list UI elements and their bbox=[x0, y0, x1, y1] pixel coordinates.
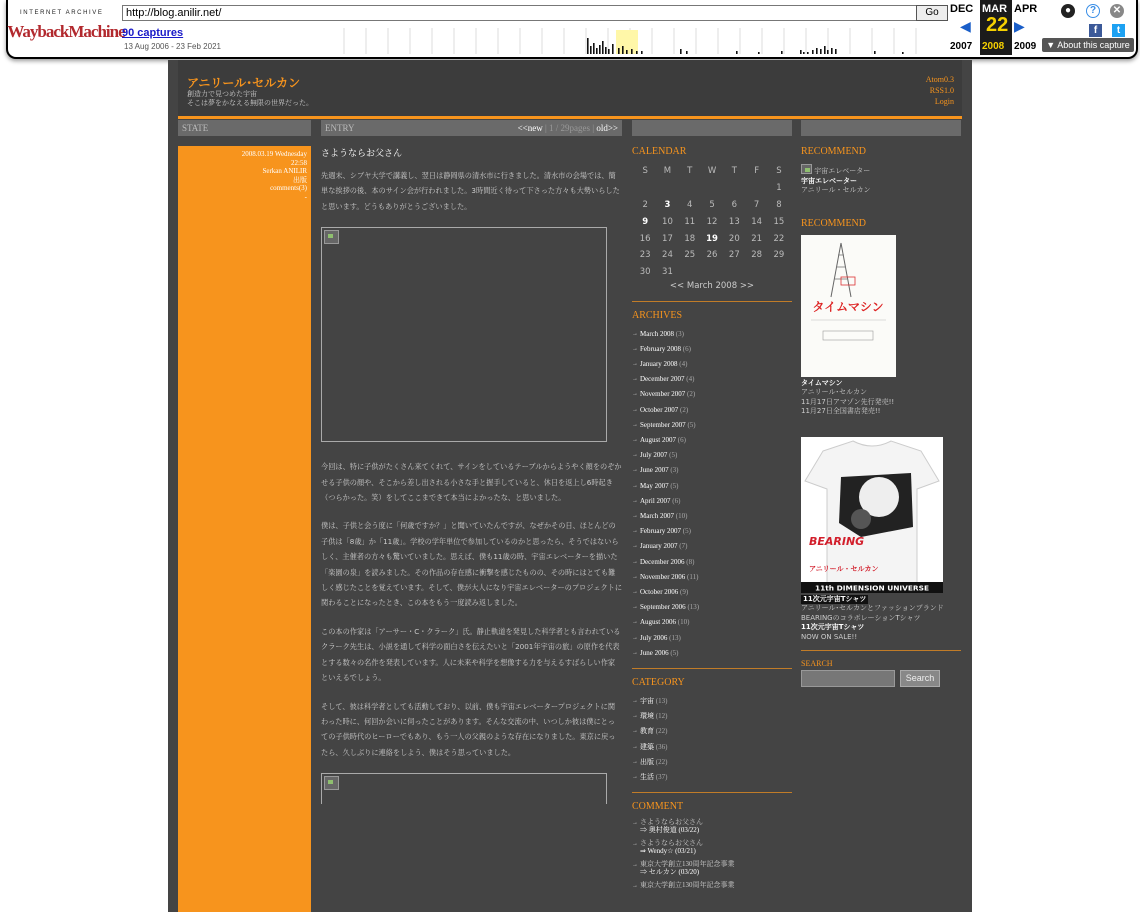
search-heading: SEARCH bbox=[801, 659, 833, 668]
calendar-day bbox=[701, 264, 723, 281]
calendar-day: 26 bbox=[706, 250, 718, 261]
next-year[interactable]: 2009 bbox=[1014, 41, 1037, 52]
calendar-day: 27 bbox=[728, 250, 740, 261]
calendar-day: 28 bbox=[751, 250, 763, 261]
recommend-title[interactable]: 11次元宇宙Tシャツ bbox=[801, 623, 865, 631]
blog-header bbox=[178, 60, 962, 116]
broken-image-icon bbox=[324, 230, 339, 244]
recommend-item bbox=[801, 379, 961, 417]
sparkline-bar bbox=[736, 51, 738, 54]
divider bbox=[632, 792, 792, 793]
calendar-heading: CALENDAR bbox=[632, 146, 687, 157]
sparkline-bar bbox=[605, 47, 607, 54]
recommend-note: 11月27日全国書店発売!! bbox=[801, 407, 881, 415]
shirt-banner-2: 11次元宇宙Tシャツ bbox=[803, 594, 867, 603]
category-item-count: (12) bbox=[655, 712, 668, 721]
archives-item[interactable] bbox=[632, 403, 792, 418]
category-item-count: (37) bbox=[655, 773, 668, 782]
archives-item-count: (4) bbox=[679, 359, 688, 368]
archives-item-count: (5) bbox=[682, 527, 691, 536]
sparkline-bar bbox=[812, 50, 814, 54]
entry-category[interactable]: 出版 bbox=[293, 175, 307, 184]
archives-item-count: (3) bbox=[675, 329, 684, 338]
sparkline-bar bbox=[626, 50, 628, 54]
entry-image bbox=[321, 773, 607, 804]
internet-archive-label: INTERNET ARCHIVE bbox=[20, 10, 104, 16]
comment-author: ⇒ 奥村俊道 (03/22) bbox=[640, 826, 700, 835]
calendar-day bbox=[679, 264, 701, 281]
category-item[interactable] bbox=[632, 755, 792, 770]
pager-new-link[interactable]: <<new bbox=[517, 123, 543, 133]
shirt-name-text: アニリール・セルカン bbox=[809, 564, 879, 573]
archives-item-label: February 2008 bbox=[640, 344, 682, 353]
archives-item[interactable] bbox=[632, 524, 792, 539]
blog-title[interactable]: アニリール･セルカン bbox=[187, 76, 301, 90]
comment-entry-title: → 東京大学創立130周年記念事業 bbox=[640, 860, 735, 869]
facebook-icon[interactable]: f bbox=[1089, 24, 1102, 37]
calendar-day: 17 bbox=[662, 233, 673, 244]
calendar-day: 21 bbox=[751, 233, 763, 244]
prev-year[interactable]: 2007 bbox=[950, 41, 973, 52]
search-button[interactable]: Search bbox=[900, 670, 940, 687]
archives-item-label: July 2006 bbox=[640, 633, 668, 642]
archives-item-count: (2) bbox=[680, 405, 689, 414]
recommend-author: アニリール･セルカン bbox=[801, 388, 868, 396]
archives-item[interactable] bbox=[632, 463, 792, 478]
archives-item-label: November 2006 bbox=[640, 572, 686, 581]
archives-item-label: February 2007 bbox=[640, 527, 682, 536]
archives-item-label: December 2007 bbox=[640, 375, 685, 384]
calendar-day bbox=[745, 180, 767, 197]
sparkline-bar bbox=[758, 52, 760, 54]
archives-item-count: (9) bbox=[680, 588, 689, 597]
comment-item[interactable] bbox=[632, 860, 792, 876]
sparkline-bar bbox=[824, 46, 826, 54]
url-input[interactable]: http://blog.anilir.net/ bbox=[122, 5, 919, 21]
capture-date-range: 13 Aug 2006 - 23 Feb 2021 bbox=[124, 42, 221, 51]
entry-title[interactable]: さようならお父さん bbox=[321, 149, 403, 159]
archives-item-label: November 2007 bbox=[640, 390, 686, 399]
calendar-day: 22 bbox=[773, 233, 785, 244]
comment-entry-title: → さようならお父さん bbox=[640, 839, 703, 848]
archives-item-count: (5) bbox=[670, 648, 679, 657]
side-bar-1 bbox=[632, 120, 792, 136]
category-item[interactable] bbox=[632, 724, 792, 739]
blog-subtitle bbox=[187, 90, 313, 108]
entry-paragraph: 僕は、子供と会う度に「何歳ですか？」と聞いていたんですが、なぜかその日、ほとんどの子供は「8歳」か「11歳」。学校の学年単位で参加しているのかと思ったら、そうではないらしく、主催者の方々も驚いていました。思えば、僕も11歳の時、宇宙エレベーターを描いた「楽園の泉」を読みました。その作品の存在感に衝撃を感じたものの、その時にはとても難しく感じたことを覚えています。そして、僕が大人になり宇宙エレベーターのプロジェクトに関わることになったとき、この本をもう一度読み返しました。 bbox=[321, 521, 623, 608]
comment-list bbox=[632, 818, 792, 889]
calendar-day: 4 bbox=[687, 199, 693, 210]
entry-time[interactable]: 22:58 bbox=[291, 158, 307, 167]
archives-item[interactable] bbox=[632, 327, 792, 342]
entry-paragraph: 今回は、特に子供がたくさん来てくれて、サインをしているテーブルからようやく顔をのぞかせる子供の顔や、そこから差し出される小さな手と握手していると、休日を返上し6時起き（つらかった。笑）をしてここまできて本当によかったな、と思いました。 bbox=[321, 462, 622, 503]
comment-entry-title: → さようならお父さん bbox=[640, 818, 703, 827]
archives-item-count: (10) bbox=[677, 618, 690, 627]
archives-item[interactable] bbox=[632, 433, 792, 448]
calendar-day: 6 bbox=[731, 199, 738, 210]
archives-item-count: (5) bbox=[670, 481, 679, 490]
calendar-day: 31 bbox=[662, 267, 673, 278]
divider bbox=[801, 650, 961, 651]
archives-item-label: October 2006 bbox=[640, 588, 679, 597]
recommend-desc: BEARINGのコラボレーションTシャツ bbox=[801, 613, 921, 622]
entry-image bbox=[321, 227, 607, 442]
calendar-day bbox=[656, 180, 678, 197]
calendar-day: 30 bbox=[639, 267, 651, 278]
next-capture-arrow-icon[interactable]: ▶ bbox=[1014, 18, 1025, 34]
archives-item[interactable] bbox=[632, 615, 792, 630]
archives-item[interactable] bbox=[632, 357, 792, 372]
archives-item-label: March 2007 bbox=[640, 512, 675, 521]
recommend-item bbox=[801, 595, 961, 643]
search-form bbox=[801, 670, 961, 687]
archives-item-label: September 2006 bbox=[640, 603, 686, 612]
archives-item-label: June 2007 bbox=[640, 466, 669, 475]
archives-item-label: August 2007 bbox=[640, 436, 676, 444]
sparkline-bar bbox=[636, 51, 638, 54]
comment-entry-title: → 東京大学創立130周年記念事業 bbox=[640, 880, 735, 889]
calendar-day: 24 bbox=[662, 250, 673, 261]
sparkline-bar bbox=[835, 49, 837, 54]
capture-sparkline[interactable] bbox=[344, 24, 916, 54]
archives-item[interactable] bbox=[632, 585, 792, 600]
sparkline-bar bbox=[618, 48, 620, 54]
sparkline-bar bbox=[902, 52, 904, 54]
sparkline-bar bbox=[816, 48, 818, 54]
side-bar-2 bbox=[801, 120, 961, 136]
about-capture-label: About this capture bbox=[1057, 40, 1130, 50]
next-month[interactable]: APR bbox=[1014, 3, 1038, 15]
calendar-day: 7 bbox=[753, 199, 760, 210]
archives-item[interactable] bbox=[632, 418, 792, 433]
calendar-day: 12 bbox=[706, 216, 718, 227]
archives-item-count: (13) bbox=[687, 603, 700, 612]
entry-date: 2008.03.19 Wednesday bbox=[241, 150, 307, 158]
archives-item[interactable] bbox=[632, 509, 792, 524]
archives-item[interactable] bbox=[632, 494, 792, 509]
sparkline-bar bbox=[827, 50, 829, 54]
calendar-day: 16 bbox=[639, 233, 651, 244]
entry-paragraph: この本の作家は「アーサー・C・クラーク」氏。静止軌道を発見した科学者とも言われているクラーク先生は、小説を通して科学の面白さを伝えたいと「2001年宇宙の旅」の原作を代表とする数々の名作を発表しています。人に未来や科学を想像する力を与えるすばらしい作家といえるでしょう。 bbox=[321, 626, 621, 683]
comment-author: ⇒ Wendy☆ (03/21) bbox=[640, 847, 696, 856]
archives-item[interactable] bbox=[632, 631, 792, 646]
subtitle-line-1: 創造力で見つめた宇宙 bbox=[187, 90, 257, 98]
state-column bbox=[178, 146, 311, 912]
archives-item-count: (5) bbox=[669, 451, 678, 460]
calendar-day: 18 bbox=[684, 233, 696, 244]
sparkline-bar bbox=[680, 49, 682, 54]
archives-item-count: (8) bbox=[686, 557, 695, 566]
calendar-weekday: M bbox=[663, 166, 672, 177]
sparkline-bar bbox=[831, 48, 833, 54]
divider bbox=[632, 301, 792, 302]
calendar-weekday: S bbox=[642, 166, 648, 177]
help-icon[interactable]: ? bbox=[1086, 4, 1100, 18]
book-cover-image[interactable] bbox=[801, 235, 896, 377]
go-button[interactable]: Go bbox=[916, 5, 948, 21]
book-cover-art bbox=[801, 235, 896, 377]
sparkline-bar bbox=[590, 46, 592, 54]
calendar-day: 25 bbox=[684, 250, 696, 261]
prev-month[interactable]: DEC bbox=[950, 3, 974, 15]
entry-trackback: - bbox=[304, 192, 307, 201]
entry-comments-link[interactable]: comments(3) bbox=[270, 184, 307, 192]
twitter-icon[interactable]: t bbox=[1112, 24, 1125, 37]
archives-item-label: March 2008 bbox=[640, 329, 675, 338]
archives-item-count: (4) bbox=[686, 375, 695, 384]
recommend-image-alt[interactable] bbox=[801, 163, 961, 177]
tshirt-art bbox=[801, 437, 943, 593]
recommend-item bbox=[801, 163, 961, 196]
category-item[interactable] bbox=[632, 770, 792, 785]
calendar-day bbox=[768, 264, 790, 281]
calendar-day: 1 bbox=[776, 183, 782, 194]
shirt-brand-text: BEARING bbox=[809, 534, 865, 548]
recommend-title[interactable]: タイムマシン bbox=[801, 378, 843, 387]
category-item-label: 建築 bbox=[640, 742, 654, 751]
comment-item[interactable] bbox=[632, 881, 792, 889]
archives-item-label: April 2007 bbox=[640, 496, 671, 505]
calendar-day: 14 bbox=[751, 216, 763, 227]
category-list bbox=[632, 694, 792, 785]
sparkline-bar bbox=[593, 43, 595, 54]
category-heading: CATEGORY bbox=[632, 677, 685, 689]
archives-item[interactable] bbox=[632, 539, 792, 554]
archives-item-label: September 2007 bbox=[640, 420, 686, 429]
archives-item[interactable] bbox=[632, 600, 792, 615]
category-item[interactable] bbox=[632, 740, 792, 755]
calendar-day: 2 bbox=[642, 199, 648, 210]
sparkline-bar bbox=[596, 48, 598, 54]
recommend-status: NOW ON SALE!! bbox=[801, 632, 858, 641]
entry-meta bbox=[242, 150, 307, 201]
archives-item-count: (6) bbox=[677, 436, 686, 444]
rss-link[interactable]: RSS1.0 bbox=[929, 86, 954, 95]
entry-paragraph: そして、彼は科学者としても活動しており、以前、僕も宇宙エレベータープロジェクトに関わった時に、何回か会いに伺ったことがあります。そんな交流の中、いつしか彼は僕にとっての子供時代のヒーローでもあり、もう一人の父親のような存在になりました。東京に戻ったら、久しぶりに連絡をしよう、僕はそう思っていました。 bbox=[321, 701, 616, 757]
archives-item-count: (7) bbox=[679, 542, 688, 551]
archives-item-label: July 2007 bbox=[640, 451, 668, 460]
atom-link[interactable]: Atom0.3 bbox=[925, 75, 954, 84]
category-item[interactable] bbox=[632, 694, 792, 709]
archives-item-label: December 2006 bbox=[640, 557, 685, 566]
close-icon[interactable]: ✕ bbox=[1110, 4, 1124, 18]
sparkline-bar bbox=[803, 52, 805, 54]
archives-item-label: June 2006 bbox=[640, 648, 669, 657]
sparkline-bar bbox=[612, 44, 614, 54]
entry-bar bbox=[321, 120, 622, 136]
user-icon[interactable]: ● bbox=[1061, 4, 1075, 18]
comment-item[interactable] bbox=[632, 839, 792, 855]
comment-heading: COMMENT bbox=[632, 801, 684, 813]
sidebar-right bbox=[801, 146, 961, 687]
sparkline-bar bbox=[602, 41, 604, 54]
shirt-banner-text: 11th DIMENSION UNIVERSE bbox=[814, 583, 930, 592]
archives-item-count: (5) bbox=[687, 420, 696, 429]
login-link[interactable]: Login bbox=[934, 97, 954, 106]
calendar-day[interactable]: 3 bbox=[664, 199, 671, 210]
calendar-day bbox=[723, 180, 745, 197]
comment-author: ⇒ セルカン (03/20) bbox=[640, 868, 700, 877]
archives-item-label: May 2007 bbox=[640, 481, 669, 490]
archives-list bbox=[632, 327, 792, 661]
calendar-day: 23 bbox=[639, 250, 651, 261]
entry-paragraph: 先週末、シブヤ大学で講義し、翌日は静岡県の清水市に行きました。清水市の会場では、簡単な挨拶の後、本のサイン会が行われました。3時間近く待って下さった方々も大勢いらしたと思います。どうもありがとうございました。 bbox=[321, 171, 620, 211]
pager-info: | 1 / 29pages | bbox=[544, 123, 595, 133]
broken-image-icon bbox=[324, 776, 339, 790]
calendar-day: 10 bbox=[662, 216, 673, 227]
calendar-day: 15 bbox=[773, 216, 785, 227]
category-item[interactable] bbox=[632, 709, 792, 724]
category-item-label: 出版 bbox=[640, 757, 654, 766]
category-item-count: (22) bbox=[655, 727, 668, 736]
calendar-weekday: W bbox=[707, 166, 717, 177]
archives-item[interactable] bbox=[632, 448, 792, 463]
archives-item[interactable] bbox=[632, 372, 792, 387]
calendar-day: 11 bbox=[684, 216, 696, 227]
calendar-weekday: T bbox=[731, 166, 737, 177]
prev-capture-arrow-icon[interactable]: ◀ bbox=[960, 18, 971, 34]
pager bbox=[518, 120, 618, 136]
sparkline-bar bbox=[587, 38, 589, 54]
archives-item-label: January 2008 bbox=[640, 359, 678, 368]
wayback-toolbar bbox=[6, 0, 1138, 59]
wayback-logo[interactable] bbox=[7, 18, 125, 44]
category-item-count: (13) bbox=[655, 697, 668, 706]
archives-item[interactable] bbox=[632, 555, 792, 570]
archives-item-count: (3) bbox=[670, 466, 679, 475]
archives-item-count: (10) bbox=[675, 512, 688, 521]
category-item-count: (22) bbox=[655, 757, 668, 766]
calendar-day: 20 bbox=[728, 233, 740, 244]
book-cover-title: タイムマシン bbox=[812, 299, 884, 314]
calendar-day[interactable]: 9 bbox=[642, 216, 649, 227]
archives-item-label: August 2006 bbox=[640, 618, 676, 627]
calendar-weekday: S bbox=[776, 166, 782, 177]
sparkline-bar bbox=[820, 49, 822, 54]
sparkline-bar bbox=[807, 52, 809, 54]
about-capture-button[interactable]: ▼ About this capture bbox=[1042, 38, 1134, 52]
calendar bbox=[634, 163, 790, 281]
tshirt-image[interactable] bbox=[801, 437, 943, 593]
archives-item-label: October 2007 bbox=[640, 405, 679, 414]
sidebar-left bbox=[632, 146, 792, 896]
recommend-heading: RECOMMEND bbox=[801, 146, 867, 157]
recommend-image-alt-text: 宇宙エレベーター bbox=[814, 167, 871, 175]
current-day: 22 bbox=[986, 14, 1009, 36]
entry-bar-label: ENTRY bbox=[325, 123, 355, 133]
sparkline-bar bbox=[781, 51, 783, 54]
category-item-label: 宇宙 bbox=[640, 697, 654, 706]
category-item-label: 環境 bbox=[640, 712, 654, 721]
broken-image-icon bbox=[801, 164, 812, 174]
subtitle-line-2: そこは夢をかなえる無限の世界だった。 bbox=[187, 99, 313, 107]
sparkline-bar bbox=[641, 51, 643, 54]
recommend-desc: アニリール･セルカンとファッションブランド bbox=[801, 604, 944, 612]
sparkline-bar bbox=[686, 51, 688, 54]
divider bbox=[632, 668, 792, 669]
archives-item[interactable] bbox=[632, 646, 792, 661]
archives-item-label: January 2007 bbox=[640, 542, 678, 551]
calendar-day bbox=[723, 264, 745, 281]
archives-item[interactable] bbox=[632, 479, 792, 494]
calendar-day bbox=[679, 180, 701, 197]
sparkline-bar bbox=[622, 46, 624, 54]
sparkline-bar bbox=[631, 49, 633, 54]
calendar-day: 29 bbox=[773, 250, 785, 261]
pager-old-link[interactable]: old>> bbox=[596, 123, 618, 133]
category-item-label: 生活 bbox=[640, 773, 654, 782]
recommend-title[interactable]: 宇宙エレベーター bbox=[801, 176, 857, 185]
category-item-label: 教育 bbox=[640, 727, 654, 736]
calendar-day: 5 bbox=[709, 199, 715, 210]
calendar-day bbox=[634, 180, 656, 197]
calendar-weekday: T bbox=[687, 166, 693, 177]
calendar-day: 13 bbox=[728, 216, 740, 227]
sparkline-bar bbox=[608, 49, 610, 54]
sparkline-bar bbox=[874, 51, 876, 54]
comment-item[interactable] bbox=[632, 818, 792, 834]
entry-column bbox=[321, 146, 622, 804]
archives-item-count: (2) bbox=[687, 390, 696, 399]
wayback-logo-text: WaybackMachine bbox=[7, 22, 125, 41]
recommend-heading: RECOMMEND bbox=[801, 217, 867, 229]
captures-link[interactable]: 90 captures bbox=[122, 27, 184, 39]
archives-item-count: (6) bbox=[682, 344, 691, 353]
category-item-count: (36) bbox=[655, 742, 668, 751]
sparkline-bar bbox=[800, 50, 802, 54]
recommend-note: 11月17日アマゾン先行発売!! bbox=[801, 397, 895, 406]
blog-page bbox=[168, 60, 972, 912]
archives-item[interactable] bbox=[632, 342, 792, 357]
archives-item-count: (13) bbox=[669, 633, 681, 642]
current-year: 2008 bbox=[982, 41, 1005, 52]
calendar-day[interactable]: 19 bbox=[706, 233, 718, 244]
current-month: MAR bbox=[982, 3, 1008, 15]
archives-heading: ARCHIVES bbox=[632, 309, 683, 321]
archives-item-count: (11) bbox=[687, 572, 699, 581]
archives-item[interactable] bbox=[632, 570, 792, 585]
header-divider bbox=[178, 116, 962, 119]
calendar-day bbox=[745, 264, 767, 281]
archives-item-count: (6) bbox=[672, 496, 681, 505]
calendar-day: 8 bbox=[776, 199, 782, 210]
entry-author: Serkan ANILIR bbox=[262, 167, 307, 175]
calendar-day bbox=[701, 180, 723, 197]
sparkline-bar bbox=[599, 45, 601, 54]
search-input[interactable] bbox=[801, 670, 895, 687]
calendar-nav[interactable]: << March 2008 >> bbox=[669, 280, 755, 291]
archives-item[interactable] bbox=[632, 387, 792, 402]
calendar-weekday: F bbox=[754, 166, 760, 177]
state-bar: STATE bbox=[178, 120, 311, 136]
recommend-author: アニリール・セルカン bbox=[801, 186, 871, 194]
